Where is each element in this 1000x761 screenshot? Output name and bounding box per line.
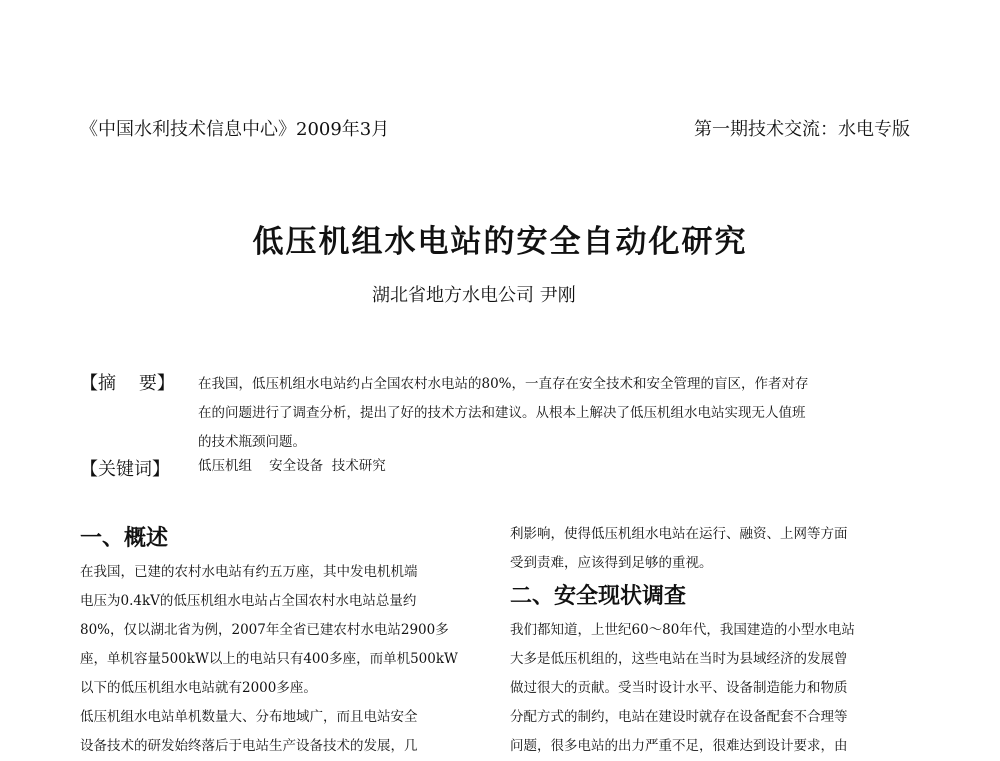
issue-header: 第一期技术交流：水电专版 — [694, 119, 910, 140]
abstract-line: 在我国，低压机组水电站约占全国农村水电站的80%，一直存在安全技术和安全管理的盲区，作者对存 — [198, 376, 809, 392]
body-line: 低压机组水电站单机数量大、分布地域广，而且电站安全 — [80, 709, 418, 725]
body-line: 座，单机容量500kW以上的电站只有400多座，而单机500kW — [80, 651, 458, 667]
body-line: 问题，很多电站的出力严重不足，很难达到设计要求，由 — [510, 738, 848, 754]
abstract-label: 【摘 要】 — [80, 373, 175, 394]
left-column — [80, 520, 488, 761]
abstract-line: 的技术瓶颈问题。 — [198, 434, 306, 450]
journal-header: 《中国水利技术信息中心》2009年3月 — [80, 119, 390, 140]
body-line: 以下的低压机组水电站就有2000多座。 — [80, 680, 317, 696]
body-line: 设备技术的研发始终落后于电站生产设备技术的发展，几 — [80, 738, 418, 754]
keywords-label: 【关键词】 — [80, 459, 170, 480]
body-line: 电压为0.4kV的低压机组水电站占全国农村水电站总量约 — [80, 593, 417, 609]
body-line: 受到责难，应该得到足够的重视。 — [510, 555, 713, 571]
section-heading-safety-survey: 二、安全现状调查 — [510, 584, 687, 609]
right-column — [510, 520, 918, 761]
body-line: 我们都知道，上世纪60～80年代，我国建造的小型水电站 — [510, 622, 855, 638]
paper-title: 低压机组水电站的安全自动化研究 — [252, 224, 748, 260]
body-line: 分配方式的制约，电站在建设时就存在设备配套不合理等 — [510, 709, 848, 725]
abstract-text — [198, 370, 912, 457]
author-line: 湖北省地方水电公司 尹刚 — [372, 285, 576, 306]
body-line: 在我国，已建的农村水电站有约五万座，其中发电机机端 — [80, 564, 418, 580]
body-line: 80%，仅以湖北省为例，2007年全省已建农村水电站2900多 — [80, 622, 449, 638]
section-heading-overview: 一、概述 — [80, 526, 169, 551]
body-line: 大多是低压机组的，这些电站在当时为县域经济的发展曾 — [510, 651, 848, 667]
keywords-text: 低压机组 安全设备 技术研究 — [198, 458, 386, 474]
abstract-line: 在的问题进行了调查分析，提出了好的技术方法和建议。从根本上解决了低压机组水电站实现无人值班 — [198, 405, 806, 421]
body-line: 利影响，使得低压机组水电站在运行、融资、上网等方面 — [510, 526, 848, 542]
body-line: 做过很大的贡献。受当时设计水平、设备制造能力和物质 — [510, 680, 848, 696]
